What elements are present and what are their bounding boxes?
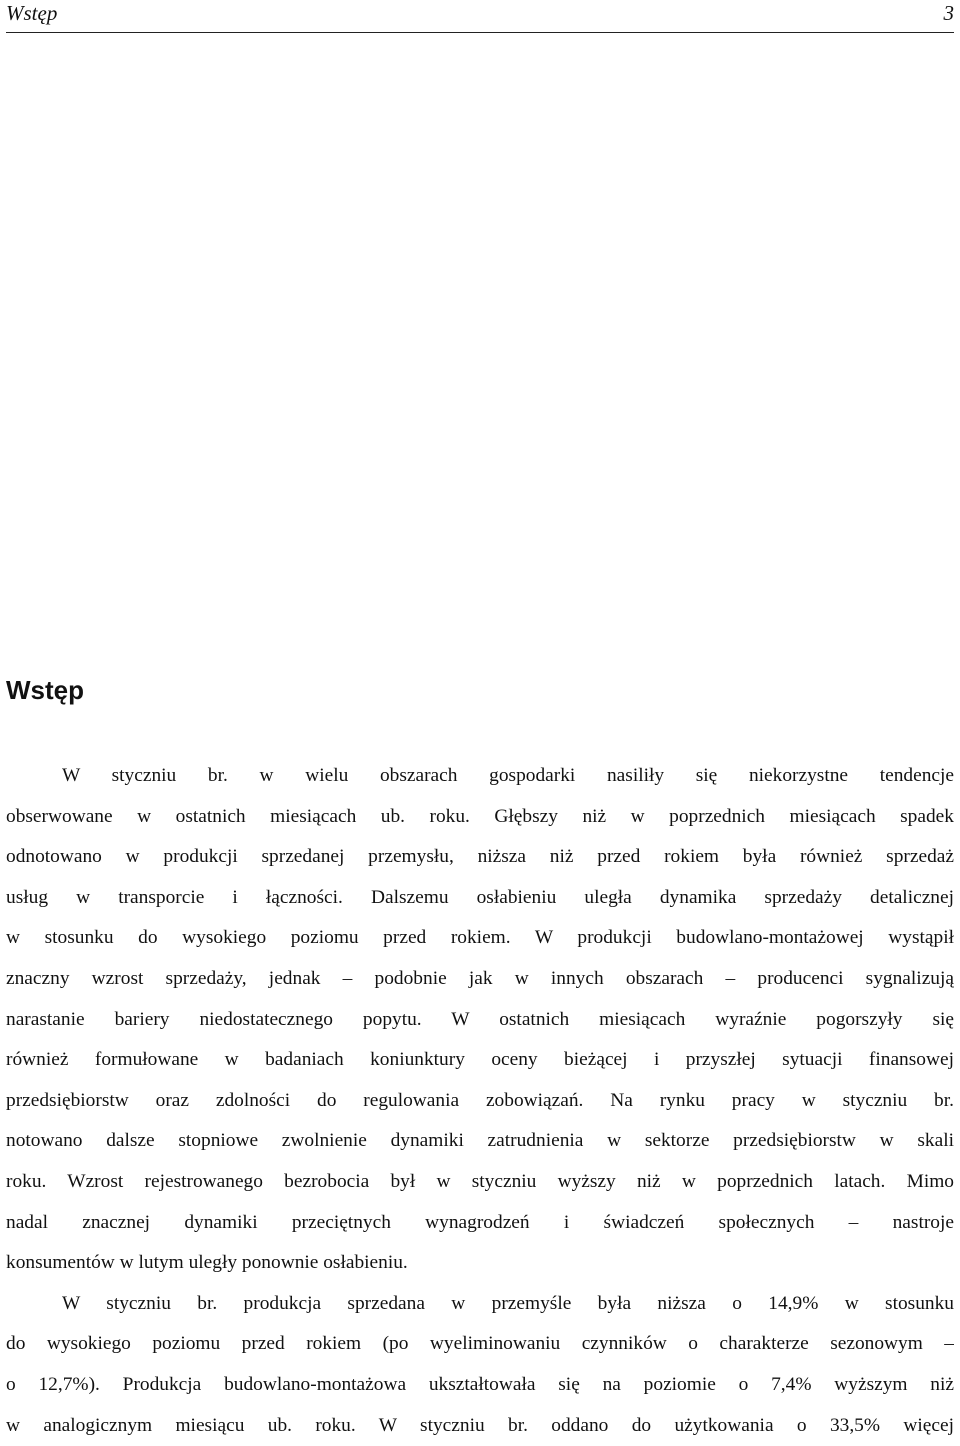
paragraph-1-line-7: narastanie bariery niedostatecznego popytu. W ostatnich miesiącach wyraźnie pogorszyły się <box>6 1000 954 1041</box>
paragraph-1-line-1: W styczniu br. w wielu obszarach gospodarki nasiliły się niekorzystne tendencje <box>6 756 954 797</box>
paragraph-2-line-2: do wysokiego poziomu przed rokiem (po wyeliminowaniu czynników o charakterze sezonowym – <box>6 1324 954 1365</box>
paragraph-1-line-8: również formułowane w badaniach koniunktury oceny bieżącej i przyszłej sytuacji finansowej <box>6 1040 954 1081</box>
paragraph-1-line-12: nadal znacznej dynamiki przeciętnych wynagrodzeń i świadczeń społecznych – nastroje <box>6 1203 954 1244</box>
body-text <box>6 756 954 1446</box>
running-header-title: Wstęp <box>6 0 57 26</box>
section-heading: Wstęp <box>6 672 84 708</box>
paragraph-1-line-2: obserwowane w ostatnich miesiącach ub. roku. Głębszy niż w poprzednich miesiącach spadek <box>6 797 954 838</box>
paragraph-1-line-6: znaczny wzrost sprzedaży, jednak – podobnie jak w innych obszarach – producenci sygnalizują <box>6 959 954 1000</box>
paragraph-1-line-13: konsumentów w lutym uległy ponownie osłabieniu. <box>6 1243 954 1284</box>
paragraph-2-line-1: W styczniu br. produkcja sprzedana w przemyśle była niższa o 14,9% w stosunku <box>6 1284 954 1325</box>
paragraph-1-line-10: notowano dalsze stopniowe zwolnienie dynamiki zatrudnienia w sektorze przedsiębiorstw w skali <box>6 1121 954 1162</box>
paragraph-1-line-3: odnotowano w produkcji sprzedanej przemysłu, niższa niż przed rokiem była również sprzedaż <box>6 837 954 878</box>
paragraph-1-line-9: przedsiębiorstw oraz zdolności do regulowania zobowiązań. Na rynku pracy w styczniu br. <box>6 1081 954 1122</box>
running-header <box>6 0 954 33</box>
paragraph-1-line-11: roku. Wzrost rejestrowanego bezrobocia był w styczniu wyższy niż w poprzednich latach. Mimo <box>6 1162 954 1203</box>
paragraph-1-line-5: w stosunku do wysokiego poziomu przed rokiem. W produkcji budowlano-montażowej wystąpił <box>6 918 954 959</box>
paragraph-2-line-4: w analogicznym miesiącu ub. roku. W styczniu br. oddano do użytkowania o 33,5% więcej <box>6 1406 954 1446</box>
paragraph-1-line-4: usług w transporcie i łączności. Dalszemu osłabieniu uległa dynamika sprzedaży detalicznej <box>6 878 954 919</box>
page-number: 3 <box>944 0 955 26</box>
paragraph-2-line-3: o 12,7%). Produkcja budowlano-montażowa ukształtowała się na poziomie o 7,4% wyższym niż <box>6 1365 954 1406</box>
